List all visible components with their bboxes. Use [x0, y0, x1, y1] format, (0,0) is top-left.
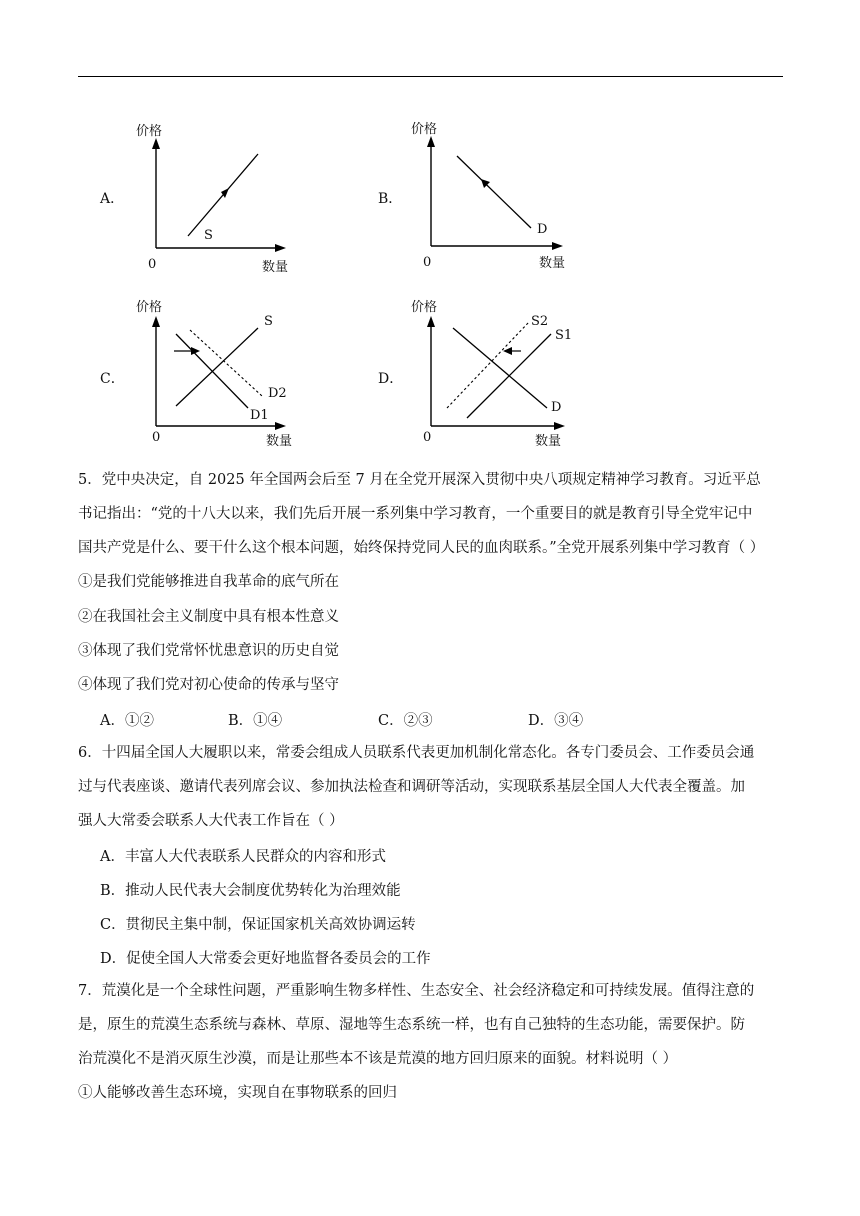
q5-statement-2: ②在我国社会主义制度中具有根本性意义 [78, 609, 339, 625]
option-c-label: C． [100, 371, 125, 387]
q5-stem-line-1: 5．党中央决定，自 2025 年全国两会后至 7 月在全党开展深入贯彻中央八项规定精神学习教育。习近平总 [78, 472, 761, 488]
q5-statement-3: ③体现了我们党常怀忧患意识的历史自觉 [78, 643, 339, 659]
graph-d-x-arrowhead [554, 422, 565, 430]
graph-b-ylabel: 价格 [411, 122, 438, 137]
graph-c-origin: 0 [152, 430, 161, 445]
graph-d [405, 296, 585, 456]
option-a-label: A． [100, 191, 125, 207]
header-rule [78, 76, 783, 77]
q5-choice-d[interactable]: D．③④ [528, 713, 584, 729]
q7-stem-line-3: 治荒漠化不是消灭原生沙漠，而是让那些本不该是荒漠的地方回归原来的面貌。材料说明（ ） [78, 1051, 678, 1067]
graph-b-curve-label: D [537, 222, 548, 237]
graph-c-d1-label: D1 [250, 408, 269, 423]
q5-stem-line-3: 国共产党是什么、要干什么这个根本问题，始终保持党同人民的血肉联系。”全党开展系列集中学习教育（ ） [78, 540, 765, 556]
graph-b [405, 116, 580, 276]
graph-b-xlabel: 数量 [539, 256, 566, 271]
graph-c-d1-line [176, 334, 248, 408]
graph-b-origin: 0 [423, 255, 432, 270]
q5-statement-4: ④体现了我们党对初心使命的传承与坚守 [78, 677, 339, 693]
graph-d-xlabel: 数量 [535, 434, 562, 449]
graph-d-origin: 0 [423, 430, 432, 445]
graph-c-xlabel: 数量 [266, 434, 293, 449]
q5-statement-1: ①是我们党能够推进自我革命的底气所在 [78, 574, 339, 590]
q6-choice-c[interactable]: C．贯彻民主集中制，保证国家机关高效协调运转 [100, 917, 416, 933]
graph-c-supply-line [176, 328, 258, 406]
graph-b-demand-line [457, 156, 531, 228]
graph-b-y-arrowhead [427, 136, 435, 147]
graph-b-x-arrowhead [552, 242, 563, 250]
graph-a-ylabel: 价格 [136, 124, 163, 139]
q5-choice-b[interactable]: B．①④ [228, 713, 283, 729]
q7-stem-line-2: 是，原生的荒漠生态系统与森林、草原、湿地等生态系统一样，也有自己独特的生态功能，需要保护。防 [78, 1017, 745, 1033]
q7-statement-1: ①人能够改善生态环境，实现自在事物联系的回归 [78, 1085, 397, 1101]
graph-a-origin: 0 [148, 257, 157, 272]
q6-choice-b[interactable]: B．推动人民代表大会制度优势转化为治理效能 [100, 883, 401, 899]
graph-d-s1-label: S1 [555, 328, 573, 343]
graph-d-demand-label: D [551, 400, 562, 415]
graph-d-s2-line [447, 322, 529, 408]
option-b-label: B． [378, 191, 403, 207]
graph-c-ylabel: 价格 [136, 300, 163, 315]
q7-stem-line-1: 7．荒漠化是一个全球性问题，严重影响生物多样性、生态安全、社会经济稳定和可持续发展。值得注意的 [78, 983, 755, 999]
q6-stem-line-1: 6．十四届全国人大履职以来，常委会组成人员联系代表更加机制化常态化。各专门委员会、工作委员会通 [78, 745, 755, 761]
graph-a-curve-label: S [204, 228, 213, 243]
graph-a-y-arrowhead [152, 138, 160, 149]
graph-d-y-arrowhead [427, 316, 435, 327]
graph-d-s2-label: S2 [531, 314, 549, 329]
q5-stem-line-2: 书记指出：“党的十八大以来，我们先后开展一系列集中学习教育，一个重要目的就是教育引导全党牢记中 [78, 506, 753, 522]
q5-choice-c[interactable]: C．②③ [378, 713, 433, 729]
graph-c-y-arrowhead [152, 316, 160, 327]
q6-choice-d[interactable]: D．促使全国人大常委会更好地监督各委员会的工作 [100, 951, 431, 967]
graph-c-d2-label: D2 [268, 386, 287, 401]
graph-d-ylabel: 价格 [411, 300, 438, 315]
q6-choice-a[interactable]: A．丰富人大代表联系人民群众的内容和形式 [100, 849, 386, 865]
graph-c-x-arrowhead [275, 422, 286, 430]
q6-stem-line-3: 强人大常委会联系人大代表工作旨在（ ） [78, 813, 344, 829]
option-d-label: D． [378, 371, 404, 387]
graph-d-shift-arrowhead [503, 347, 512, 355]
graph-d-demand-line [453, 328, 547, 408]
graph-c-supply-label: S [264, 314, 273, 329]
graph-a-xlabel: 数量 [262, 260, 289, 275]
graph-d-s1-line [467, 334, 551, 418]
q6-stem-line-2: 过与代表座谈、邀请代表列席会议、参加执法检查和调研等活动，实现联系基层全国人大代表全覆盖。加 [78, 779, 745, 795]
graph-a-x-arrowhead [275, 244, 286, 252]
graph-a-svg [130, 118, 300, 278]
q5-choice-a[interactable]: A．①② [100, 713, 154, 729]
graph-c [130, 296, 310, 456]
graph-a [130, 118, 300, 278]
